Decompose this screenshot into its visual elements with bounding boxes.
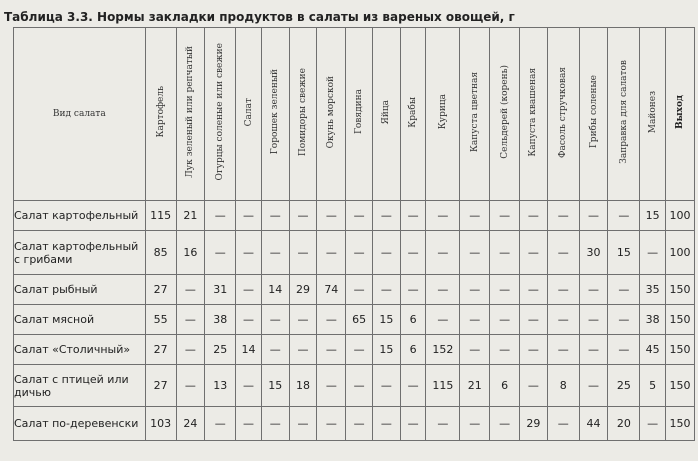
table-cell: — [547, 305, 579, 335]
table-cell: 14 [261, 275, 289, 305]
table-cell: 150 [666, 365, 695, 407]
table-cell: — [261, 305, 289, 335]
header-col-16 [608, 28, 640, 201]
table-cell: — [346, 407, 373, 441]
table-cell: — [372, 275, 400, 305]
table-cell: — [176, 335, 205, 365]
table-cell: — [289, 231, 317, 275]
header-col-7 [346, 28, 373, 201]
table-cell: — [426, 407, 460, 441]
table-cell: — [261, 201, 289, 231]
header-salad-type: Вид салата [14, 28, 146, 201]
table-cell: — [236, 305, 262, 335]
table-cell: — [236, 231, 262, 275]
table-cell: 150 [666, 407, 695, 441]
table-cell: 38 [205, 305, 236, 335]
table-cell: — [205, 201, 236, 231]
table-cell: — [372, 201, 400, 231]
table-cell: 25 [608, 365, 640, 407]
table-cell: 29 [289, 275, 317, 305]
table-cell: — [520, 201, 548, 231]
table-cell: — [608, 201, 640, 231]
table-cell: 65 [346, 305, 373, 335]
table-cell: — [372, 407, 400, 441]
header-col-5 [289, 28, 317, 201]
header-col-6 [317, 28, 346, 201]
header-col-label: Выход [675, 95, 686, 129]
table-cell: — [460, 201, 490, 231]
table-cell: — [289, 335, 317, 365]
table-cell: — [490, 305, 520, 335]
table-row [14, 335, 695, 365]
header-col-label: Фасоль стручковая [558, 66, 569, 158]
table-cell: — [346, 275, 373, 305]
header-col-13 [520, 28, 548, 201]
header-col-12 [490, 28, 520, 201]
table-cell: — [317, 407, 346, 441]
table-row [14, 201, 695, 231]
table-cell: — [490, 335, 520, 365]
table-cell: — [490, 201, 520, 231]
table-cell: — [236, 365, 262, 407]
table-cell: 27 [145, 365, 176, 407]
table-cell: — [579, 275, 608, 305]
table-cell: — [460, 305, 490, 335]
header-col-8 [372, 28, 400, 201]
table-cell: — [400, 231, 426, 275]
table-cell: — [205, 231, 236, 275]
table-cell: — [520, 335, 548, 365]
table-cell: — [346, 365, 373, 407]
table-cell: — [261, 335, 289, 365]
table-cell: 29 [520, 407, 548, 441]
table-body [14, 201, 695, 441]
table-cell: — [460, 407, 490, 441]
header-col-0 [145, 28, 176, 201]
table-cell: 15 [640, 201, 666, 231]
table-row [14, 365, 695, 407]
table-cell: — [490, 407, 520, 441]
table-cell: — [579, 201, 608, 231]
table-cell: — [426, 201, 460, 231]
table-cell: — [608, 335, 640, 365]
header-col-11 [460, 28, 490, 201]
table-cell: — [579, 365, 608, 407]
table-cell: — [346, 201, 373, 231]
table-cell: 25 [205, 335, 236, 365]
header-col-4 [261, 28, 289, 201]
table-cell: — [261, 407, 289, 441]
table-cell: 6 [400, 305, 426, 335]
header-col-label: Горошек зеленый [270, 69, 281, 155]
header-col-label: Яйца [381, 99, 392, 125]
table-cell: 20 [608, 407, 640, 441]
table-cell: — [490, 275, 520, 305]
table-cell: 15 [372, 305, 400, 335]
table-cell: — [236, 275, 262, 305]
table-row [14, 305, 695, 335]
table-cell: — [289, 407, 317, 441]
table-cell: 15 [372, 335, 400, 365]
table-cell: — [608, 305, 640, 335]
table-cell: 152 [426, 335, 460, 365]
header-col-14 [547, 28, 579, 201]
table-cell: — [640, 407, 666, 441]
table-cell: 35 [640, 275, 666, 305]
header-col-18 [666, 28, 695, 201]
table-cell: — [460, 335, 490, 365]
table-cell: 15 [261, 365, 289, 407]
table-cell: 6 [490, 365, 520, 407]
header-col-label: Капуста цветная [469, 71, 480, 153]
table-caption: Таблица 3.3. Нормы закладки продуктов в салаты из вареных овощей, г [4, 10, 515, 24]
table-cell: — [317, 201, 346, 231]
salad-name: Салат картофельный с грибами [14, 231, 146, 275]
header-col-9 [400, 28, 426, 201]
header-col-label: Курица [437, 94, 448, 130]
header-col-label: Капуста квашеная [528, 67, 539, 157]
table-cell: — [317, 365, 346, 407]
header-col-label: Салат [243, 97, 254, 127]
table-cell: 31 [205, 275, 236, 305]
table-cell: — [426, 305, 460, 335]
header-col-2 [205, 28, 236, 201]
header-col-label: Майонез [647, 90, 658, 134]
table-cell: 21 [176, 201, 205, 231]
table-cell: 13 [205, 365, 236, 407]
table-cell: — [460, 275, 490, 305]
table-cell: — [520, 365, 548, 407]
salad-name: Салат с птицей или дичью [14, 365, 146, 407]
table-cell: — [400, 365, 426, 407]
table-cell: — [608, 275, 640, 305]
table-cell: — [520, 275, 548, 305]
salad-name: Салат «Столичный» [14, 335, 146, 365]
table-cell: 15 [608, 231, 640, 275]
table-cell: 16 [176, 231, 205, 275]
table-cell: 44 [579, 407, 608, 441]
table-cell: 27 [145, 335, 176, 365]
table-cell: 45 [640, 335, 666, 365]
header-col-label: Грибы соленые [588, 75, 599, 149]
table-cell: 100 [666, 231, 695, 275]
table-cell: — [289, 201, 317, 231]
norms-table [13, 27, 695, 441]
table-cell: — [400, 201, 426, 231]
header-col-label: Огурцы соленые или свежие [215, 43, 226, 181]
table-cell: 85 [145, 231, 176, 275]
table-cell: 14 [236, 335, 262, 365]
header-col-label: Картофель [155, 86, 166, 138]
table-cell: 18 [289, 365, 317, 407]
header-col-1 [176, 28, 205, 201]
table-cell: 150 [666, 335, 695, 365]
table-cell: — [520, 231, 548, 275]
table-cell: — [205, 407, 236, 441]
table-cell: — [346, 335, 373, 365]
table-cell: — [547, 407, 579, 441]
table-cell: 103 [145, 407, 176, 441]
table-cell: 150 [666, 305, 695, 335]
table-cell: 150 [666, 275, 695, 305]
table-cell: 8 [547, 365, 579, 407]
salad-name: Салат мясной [14, 305, 146, 335]
table-cell: — [426, 231, 460, 275]
salad-name: Салат рыбный [14, 275, 146, 305]
header-col-17 [640, 28, 666, 201]
table-cell: — [547, 275, 579, 305]
table-cell: — [400, 407, 426, 441]
table-cell: 74 [317, 275, 346, 305]
header-col-label: Лук зеленый или репчатый [185, 46, 196, 178]
table-cell: — [261, 231, 289, 275]
table-cell: 115 [145, 201, 176, 231]
salad-name: Салат картофельный [14, 201, 146, 231]
table-cell: 100 [666, 201, 695, 231]
table-cell: 21 [460, 365, 490, 407]
table-cell: — [372, 365, 400, 407]
table-cell: — [547, 335, 579, 365]
table-cell: 55 [145, 305, 176, 335]
table-cell: — [346, 231, 373, 275]
table-cell: — [520, 305, 548, 335]
table-cell: — [317, 231, 346, 275]
header-col-15 [579, 28, 608, 201]
salad-name: Салат по-деревенски [14, 407, 146, 441]
header-row [14, 28, 695, 201]
table-cell: — [176, 365, 205, 407]
table-cell: — [289, 305, 317, 335]
table-cell: — [547, 231, 579, 275]
table-cell: 27 [145, 275, 176, 305]
header-col-label: Помидоры свежие [298, 67, 309, 157]
table-row [14, 275, 695, 305]
table-cell: 24 [176, 407, 205, 441]
table-cell: 5 [640, 365, 666, 407]
table-cell: — [372, 231, 400, 275]
table-cell: — [317, 305, 346, 335]
table-cell: — [460, 231, 490, 275]
table-cell: — [236, 201, 262, 231]
table-cell: — [579, 305, 608, 335]
table-cell: — [547, 201, 579, 231]
table-cell: — [490, 231, 520, 275]
table-row [14, 231, 695, 275]
table-cell: 38 [640, 305, 666, 335]
table-cell: 6 [400, 335, 426, 365]
table-cell: — [426, 275, 460, 305]
table-cell: — [176, 275, 205, 305]
table-cell: — [236, 407, 262, 441]
header-col-label: Окунь морской [326, 75, 337, 149]
table-cell: — [579, 335, 608, 365]
table-cell: 115 [426, 365, 460, 407]
table-cell: — [317, 335, 346, 365]
header-col-label: Сельдерей (корень) [499, 65, 510, 159]
table-row [14, 407, 695, 441]
header-col-3 [236, 28, 262, 201]
header-col-10 [426, 28, 460, 201]
table-cell: — [640, 231, 666, 275]
table-cell: — [176, 305, 205, 335]
header-col-label: Говядина [354, 89, 365, 135]
table-cell: 30 [579, 231, 608, 275]
header-col-label: Заправка для салатов [618, 60, 629, 164]
table-cell: — [400, 275, 426, 305]
header-col-label: Крабы [408, 96, 419, 128]
